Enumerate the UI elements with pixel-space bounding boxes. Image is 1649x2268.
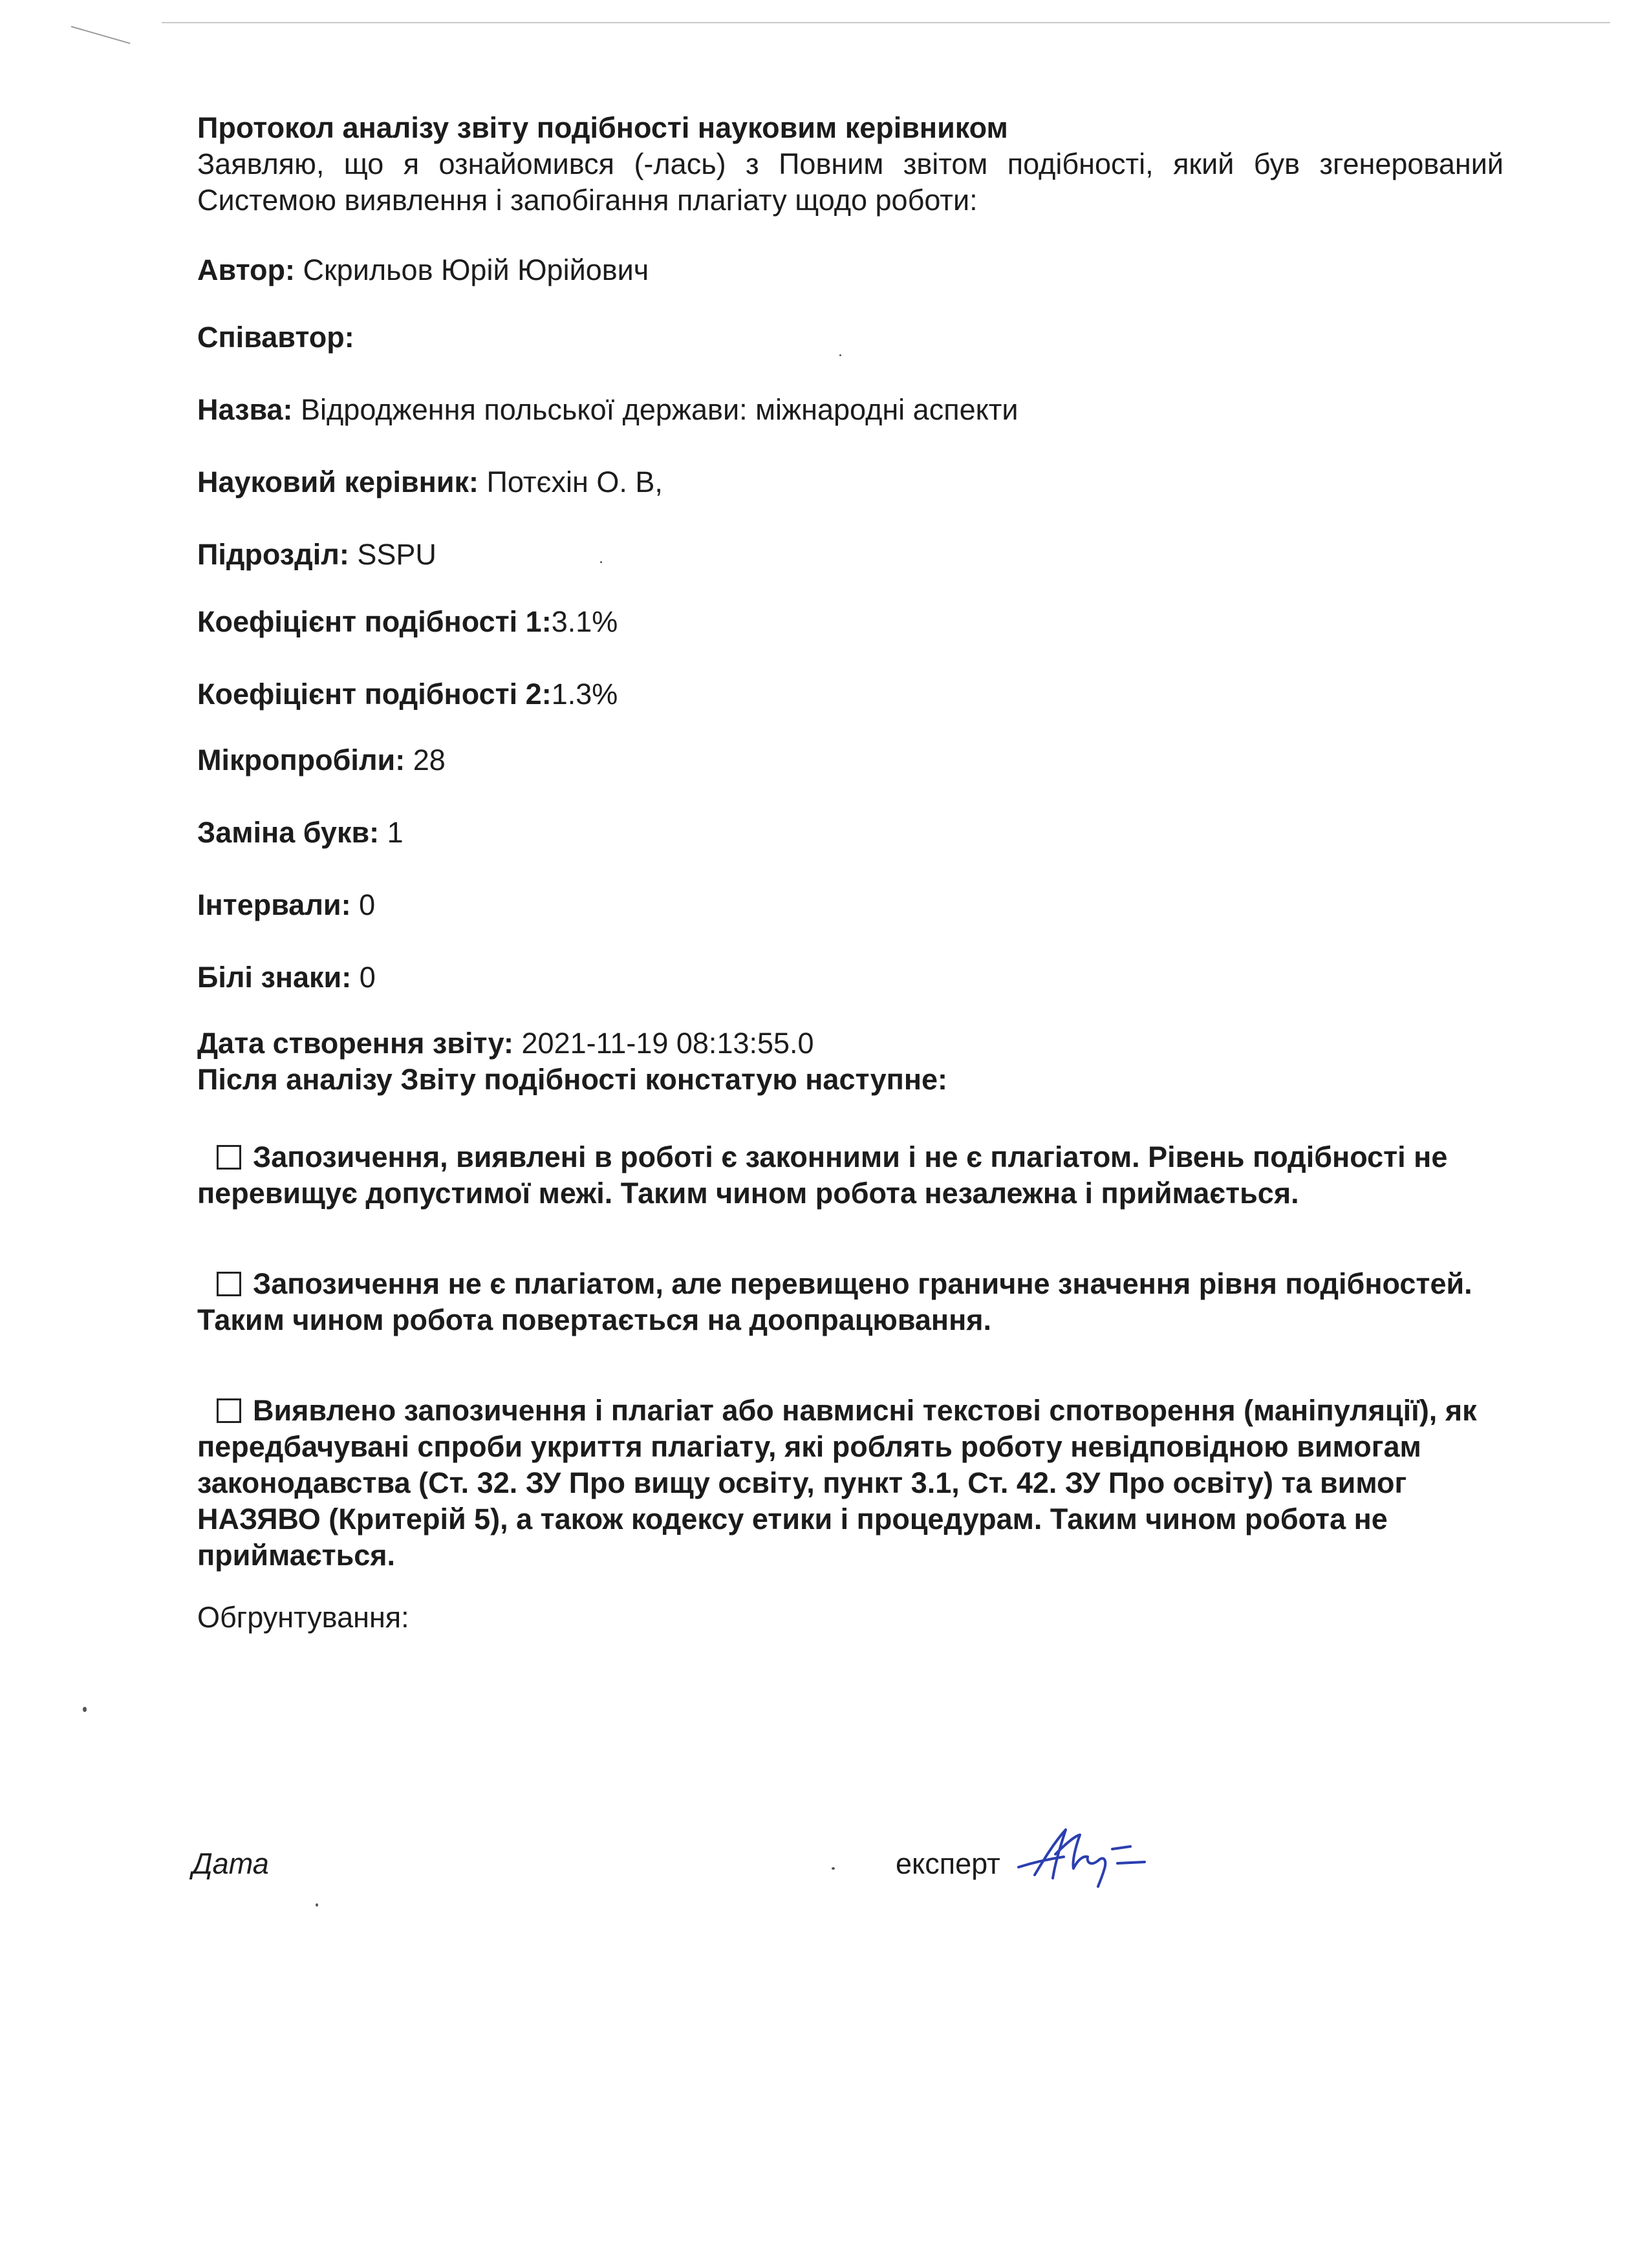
microspaces-label: Мікропробіли: — [197, 744, 405, 776]
department-value: SSPU — [349, 538, 436, 571]
coef1-value: 3.1% — [551, 605, 618, 638]
field-author — [197, 252, 1503, 288]
supervisor-label: Науковий керівник: — [197, 465, 479, 498]
empty-checkbox-icon[interactable] — [217, 1145, 241, 1170]
white-chars-label: Білі знаки: — [197, 961, 352, 994]
field-white-chars — [197, 959, 1503, 996]
field-letter-replace — [197, 815, 1503, 851]
option-revision-text: Запозичення не є плагіатом, але перевищено граничне значення рівня подібностей. Таким чином робота повертається на доопрацювання. — [197, 1267, 1472, 1336]
signature-icon — [1015, 1823, 1151, 1894]
field-coef1 — [197, 604, 1503, 640]
white-chars-value: 0 — [351, 961, 376, 994]
option-legitimate — [197, 1139, 1503, 1212]
option-plagiarism-text: Виявлено запозичення і плагіат або навмисні текстові спотворення (маніпуляції), як передбачувані спроби укриття плагіату, які роблять роботу невідповідною вимогам законодавства (Ст. 32. ЗУ Про вищу освіту, пункт 3.1, Ст. 42. ЗУ Про освіту) та вимог НАЗЯВО (Критерій 5), а також кодексу етики і процедурам. Таким чином робота не приймається. — [197, 1394, 1477, 1572]
field-department — [197, 537, 1503, 573]
scan-speck — [600, 561, 602, 563]
field-report-date — [197, 1025, 1503, 1062]
intervals-label: Інтервали: — [197, 888, 351, 921]
empty-checkbox-icon[interactable] — [217, 1398, 241, 1423]
document-title: Протокол аналізу звіту подібності науковим керівником — [197, 111, 1008, 144]
empty-checkbox-icon[interactable] — [217, 1272, 241, 1296]
work-title-value: Відродження польської держави: міжнародні аспекти — [292, 393, 1018, 426]
option-plagiarism — [197, 1393, 1503, 1574]
coef2-value: 1.3% — [551, 678, 618, 711]
field-title — [197, 392, 1503, 428]
after-analysis-heading: Після аналізу Звіту подібності констатую наступне: — [197, 1063, 948, 1096]
footer-expert-label: експерт — [896, 1847, 1000, 1880]
scan-speck — [832, 1867, 835, 1870]
coef1-label: Коефіцієнт подібності 1: — [197, 605, 552, 638]
author-value: Скрильов Юрій Юрійович — [294, 253, 649, 286]
report-date-label: Дата створення звіту: — [197, 1027, 514, 1060]
letter-replace-label: Заміна букв: — [197, 816, 380, 849]
intro-paragraph: Заявляю, що я ознайомився (-лась) з Повним звітом подібності, який був згенерований Системою виявлення і запобігання плагіату щодо роботи: — [197, 147, 1503, 217]
option-revision — [197, 1266, 1503, 1338]
field-coauthor — [197, 319, 1503, 356]
report-date-value: 2021-11-19 08:13:55.0 — [513, 1027, 814, 1060]
letter-replace-value: 1 — [379, 816, 404, 849]
scan-corner-mark — [71, 26, 131, 44]
justification-label: Обгрунтування: — [197, 1601, 409, 1634]
scan-top-edge — [162, 22, 1610, 23]
author-label: Автор: — [197, 253, 295, 286]
field-coef2 — [197, 676, 1503, 712]
protocol-document — [197, 110, 1503, 1636]
footer-date-label: Дата — [192, 1847, 269, 1880]
scan-speck — [83, 1707, 87, 1712]
scan-speck — [316, 1903, 318, 1907]
microspaces-value: 28 — [405, 744, 446, 776]
option-legitimate-text: Запозичення, виявлені в роботі є законними і не є плагіатом. Рівень подібності не перевищує допустимої межі. Таким чином робота незалежна і приймається. — [197, 1140, 1448, 1210]
coef2-label: Коефіцієнт подібності 2: — [197, 678, 552, 711]
scan-speck — [839, 354, 841, 356]
field-microspaces — [197, 742, 1503, 778]
field-intervals — [197, 887, 1503, 923]
department-label: Підрозділ: — [197, 538, 349, 571]
work-title-label: Назва: — [197, 393, 293, 426]
intervals-value: 0 — [350, 888, 376, 921]
coauthor-label: Співавтор: — [197, 321, 354, 354]
field-supervisor — [197, 464, 1503, 500]
supervisor-value: Потєхін О. В, — [479, 465, 663, 498]
